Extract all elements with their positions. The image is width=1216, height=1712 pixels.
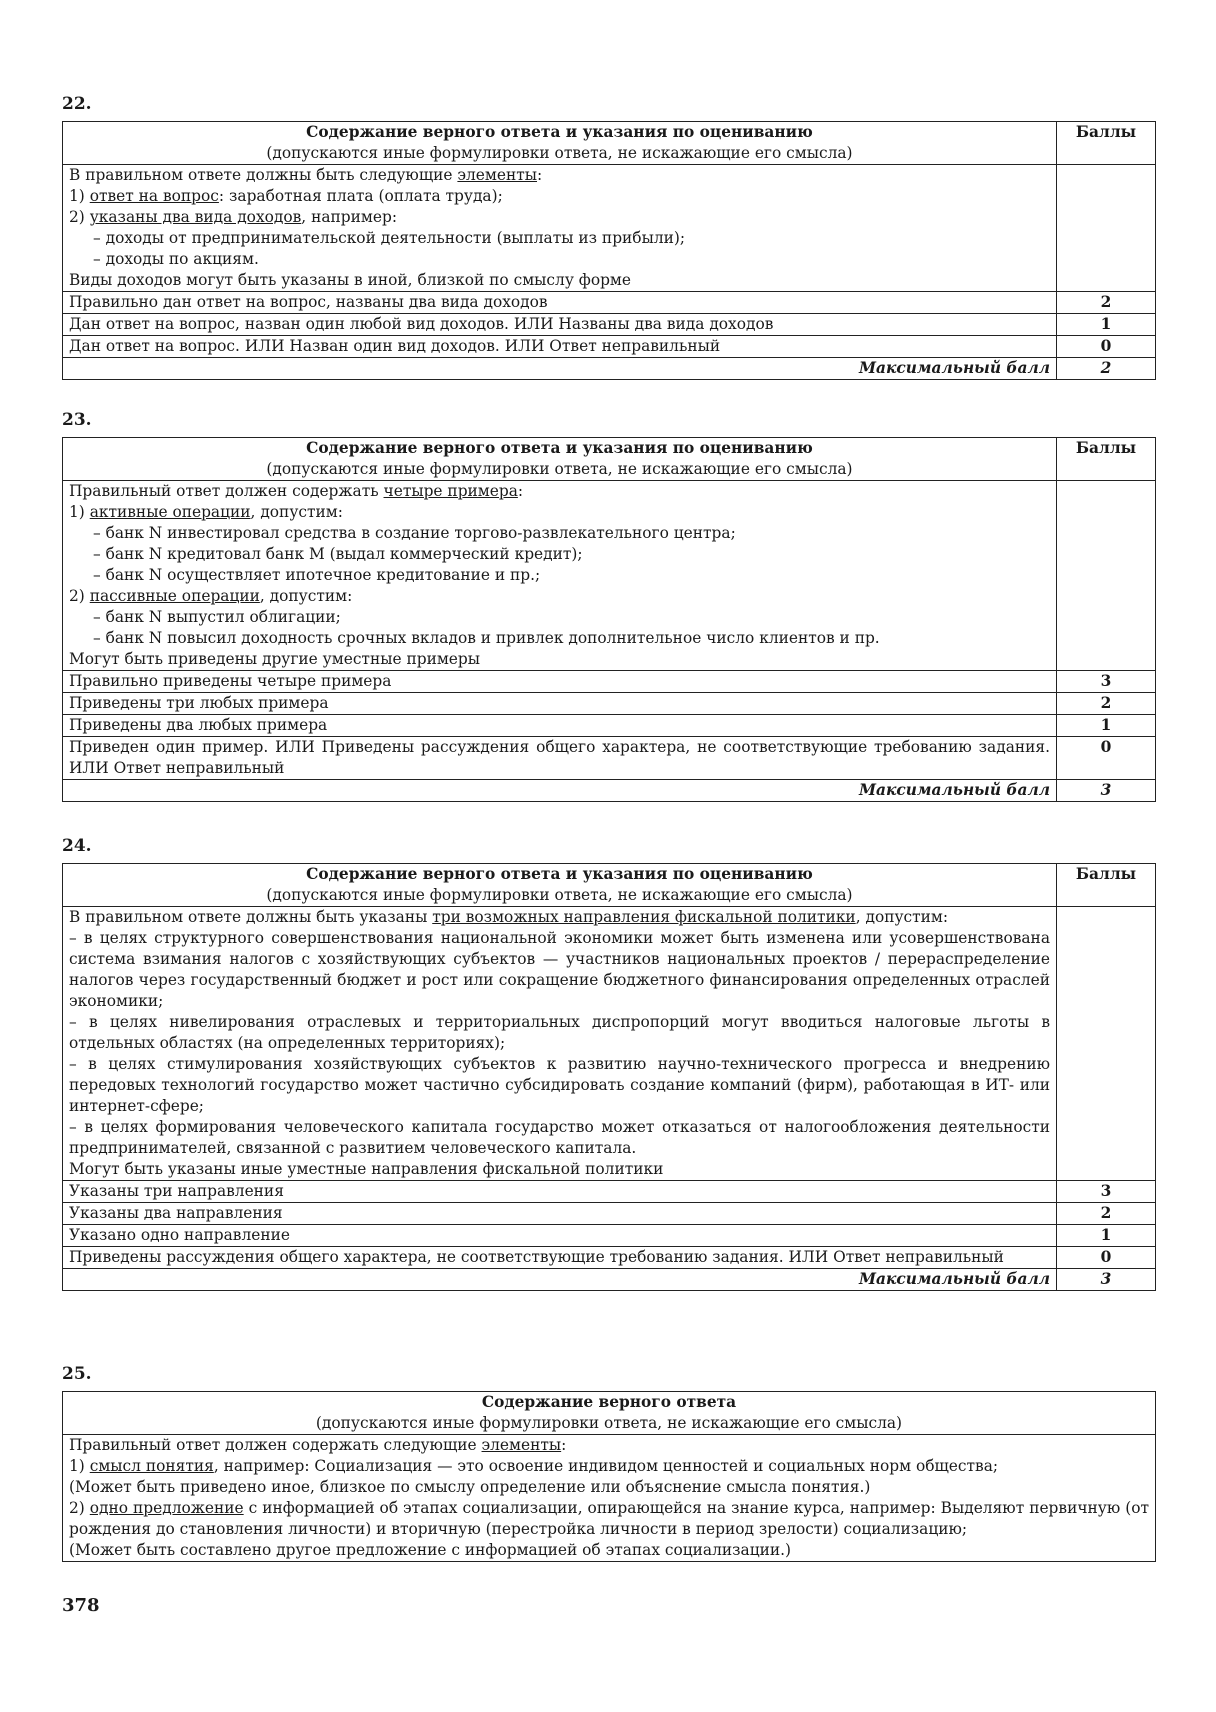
header-subtitle: (допускаются иные формулировки ответа, не искажающие его смысла) [266, 460, 853, 478]
answer-content: Правильный ответ должен содержать следующие элементы: 1) смысл понятия, например: Социализация — это освоение индивидом ценностей и социальных норм общества; (Может быть приведено иное, близкое по смыслу определение или объяснение смысла понятия.) 2) одно предложение с информацией об этапах социализации, опирающейся на знание курса, например: Выделяют первичную (от рождения до становления личности) и вторичную (перестройка личности в период зрелости) социализацию; (Может быть составлено другое предложение с информацией об этапах социализации.) [63, 1435, 1156, 1562]
max-score-label: Максимальный балл [63, 1269, 1057, 1291]
criteria-row: Правильно дан ответ на вопрос, названы два вида доходов 2 [63, 292, 1156, 314]
answer-content: Правильный ответ должен содержать четыре примера: 1) активные операции, допустим: – банк N инвестировал средства в создание торгово-развлекательного центра; – банк N кредитовал банк M (выдал коммерческий кредит); – банк N осуществляет ипотечное кредитование и пр.; 2) пассивные операции, допустим: – банк N выпустил облигации; – банк N повысил доходность срочных вкладов и привлек дополнительное число клиентов и пр. Могут быть приведены другие уместные примеры [63, 481, 1057, 671]
points-header: Баллы [1057, 122, 1156, 165]
header-title: Содержание верного ответа и указания по оцениванию [306, 865, 813, 883]
criteria-row: Указаны три направления 3 [63, 1181, 1156, 1203]
task-23-number: 23. [62, 410, 92, 430]
criteria-row: Приведены три любых примера 2 [63, 693, 1156, 715]
task-24-table [62, 863, 1156, 1291]
header-title: Содержание верного ответа и указания по оцениванию [306, 123, 813, 141]
header-subtitle: (допускаются иные формулировки ответа, не искажающие его смысла) [266, 144, 853, 162]
task-25-number: 25. [62, 1364, 92, 1384]
criteria-row: Дан ответ на вопрос. ИЛИ Назван один вид доходов. ИЛИ Ответ неправильный 0 [63, 336, 1156, 358]
header-cell [63, 438, 1057, 481]
answer-content: В правильном ответе должны быть следующие элементы: 1) ответ на вопрос: заработная плата (оплата труда); 2) указаны два вида доходов, например: – доходы от предпринимательской деятельности (выплаты из прибыли); – доходы по акциям. Виды доходов могут быть указаны в иной, близкой по смыслу форме [63, 165, 1057, 292]
max-score-value: 2 [1057, 358, 1156, 380]
page-number: 378 [62, 1595, 100, 1616]
criteria-row: Правильно приведены четыре примера 3 [63, 671, 1156, 693]
points-header: Баллы [1057, 438, 1156, 481]
task-23-table [62, 437, 1156, 802]
criteria-row: Указаны два направления 2 [63, 1203, 1156, 1225]
header-cell [63, 1392, 1156, 1435]
max-score-label: Максимальный балл [63, 358, 1057, 380]
max-score-row [63, 358, 1156, 380]
criteria-row: Указано одно направление 1 [63, 1225, 1156, 1247]
max-score-label: Максимальный балл [63, 780, 1057, 802]
criteria-row: Дан ответ на вопрос, назван один любой вид доходов. ИЛИ Названы два вида доходов 1 [63, 314, 1156, 336]
criteria-row: Приведены рассуждения общего характера, не соответствующие требованию задания. ИЛИ Ответ неправильный 0 [63, 1247, 1156, 1269]
header-cell [63, 122, 1057, 165]
task-25-table [62, 1391, 1156, 1562]
task-22-number: 22. [62, 94, 92, 114]
answer-content: В правильном ответе должны быть указаны три возможных направления фискальной политики, допустим: – в целях структурного совершенствования национальной экономики может быть изменена или усовершенствована система взимания налогов с хозяйствующих субъектов — участников национальных проектов / перераспределение налогов через государственный бюджет и рост или сокращение бюджетного финансирования определенных отраслей экономики; – в целях нивелирования отраслевых и территориальных диспропорций могут вводиться налоговые льготы в отдельных областях (на определенных территориях); – в целях стимулирования хозяйствующих субъектов к развитию научно-технического прогресса и внедрению передовых технологий государство может частично субсидировать создание компаний (фирм), работающая в ИТ- или интернет-сфере; – в целях формирования человеческого капитала государство может отказаться от налогообложения деятельности предпринимателей, связанной с развитием человеческого капитала. Могут быть указаны иные уместные направления фискальной политики [63, 907, 1057, 1181]
criteria-row: Приведены два любых примера 1 [63, 715, 1156, 737]
points-header: Баллы [1057, 864, 1156, 907]
header-title: Содержание верного ответа и указания по оцениванию [306, 439, 813, 457]
header-cell [63, 864, 1057, 907]
task-24-number: 24. [62, 836, 92, 856]
header-subtitle: (допускаются иные формулировки ответа, не искажающие его смысла) [266, 886, 853, 904]
header-subtitle: (допускаются иные формулировки ответа, не искажающие его смысла) [315, 1414, 903, 1432]
criteria-row: Приведен один пример. ИЛИ Приведены рассуждения общего характера, не соответствующие требованию задания. ИЛИ Ответ неправильный 0 [63, 737, 1156, 780]
max-score-row [63, 1269, 1156, 1291]
task-22-table [62, 121, 1156, 380]
max-score-value: 3 [1057, 780, 1156, 802]
max-score-value: 3 [1057, 1269, 1156, 1291]
header-title: Содержание верного ответа [481, 1393, 737, 1411]
max-score-row [63, 780, 1156, 802]
